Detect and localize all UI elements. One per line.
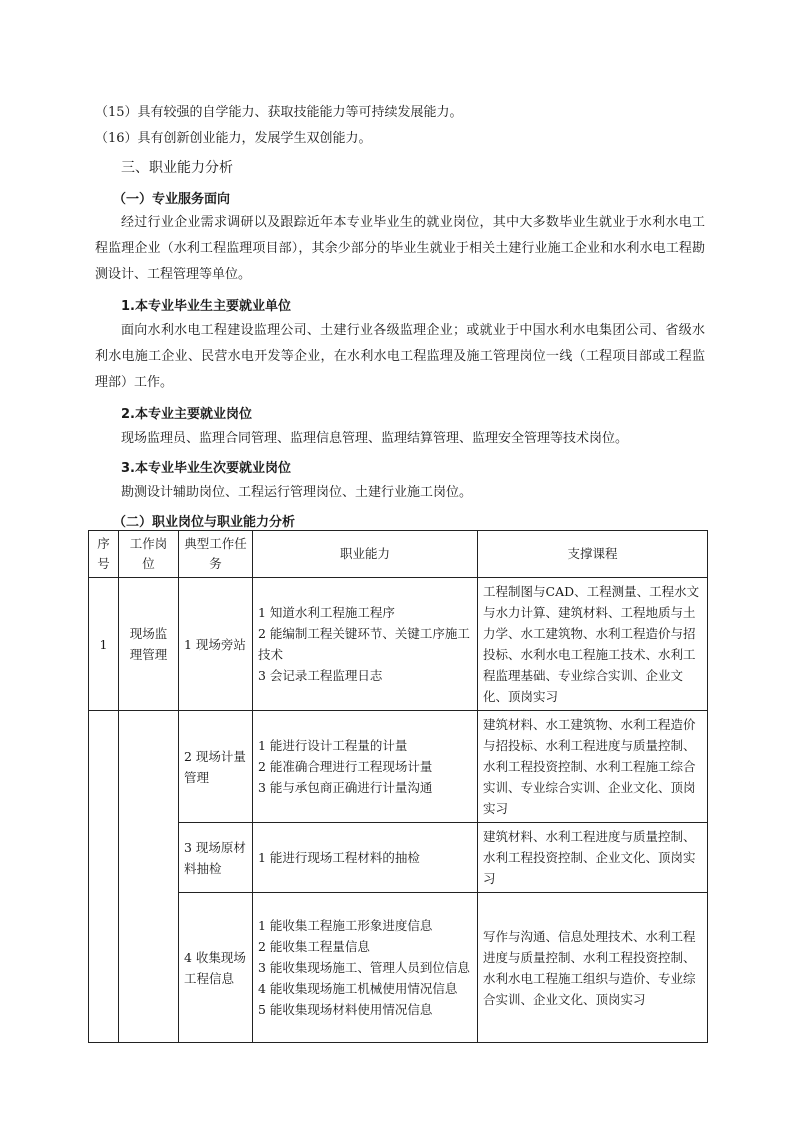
service-paragraph: 经过行业企业需求调研以及跟踪近年本专业毕业生的就业岗位，其中大多数毕业生就业于水利水电工程监理企业（水利工程监理项目部），其余少部分的毕业生就业于相关土建行业施工企业和水利水电工程勘测设计、工程管理等单位。 [95,215,705,282]
ability-item: 2 能收集工程量信息 [258,939,370,954]
ability-item: 1 知道水利工程施工程序 [258,605,395,620]
row-courses: 建筑材料、水工建筑物、水利工程造价与招投标、水利工程进度与质量控制、水利工程投资控制、水利工程施工综合实训、专业综合实训、企业文化、顶岗实习 [478,711,708,823]
row-post [119,711,179,1043]
row-abilities [253,893,478,1043]
row-post: 现场监理管理 [119,578,179,711]
table-header-row [89,531,708,578]
ability-item: 3 会记录工程监理日志 [258,668,383,683]
ability-item: 2 能编制工程关键环节、关键工序施工技术 [258,626,470,662]
s2-text: 现场监理员、监理合同管理、监理信息管理、监理结算管理、监理安全管理等技术岗位。 [121,431,629,446]
row-courses: 写作与沟通、信息处理技术、水利工程进度与质量控制、水利工程投资控制、水利水电工程施工组织与造价、专业综合实训、企业文化、顶岗实习 [478,893,708,1043]
table-row [89,823,708,893]
header-courses: 支撑课程 [478,531,708,578]
row-abilities [253,578,478,711]
intro-item-15: （15）具有较强的自学能力、获取技能能力等可持续发展能力。 [95,105,463,120]
table-row [89,578,708,711]
ability-item: 1 能收集工程施工形象进度信息 [258,918,433,933]
row-task: 1 现场旁站 [179,578,253,711]
header-task: 典型工作任务 [179,531,253,578]
row-task: 4 收集现场工程信息 [179,893,253,1043]
ability-table [88,530,708,1043]
table-row [89,711,708,823]
header-no: 序号 [89,531,119,578]
ability-item: 2 能准确合理进行工程现场计量 [258,759,433,774]
row-abilities [253,823,478,893]
ability-item: 4 能收集现场施工机械使用情况信息 [258,981,458,996]
ability-item: 5 能收集现场材料使用情况信息 [258,1002,433,1017]
header-ability: 职业能力 [253,531,478,578]
intro-item-16: （16）具有创新创业能力，发展学生双创能力。 [95,131,372,146]
table-row [89,893,708,1043]
s3-title: 3.本专业毕业生次要就业岗位 [121,461,291,476]
ability-item: 3 能收集现场施工、管理人员到位信息 [258,960,470,975]
ability-item: 1 能进行现场工程材料的抽检 [258,850,420,865]
row-abilities [253,711,478,823]
subsection-title-1: （一）专业服务面向 [113,192,231,207]
row-no: 1 [89,578,119,711]
row-courses: 工程制图与CAD、工程测量、工程水文与水力计算、建筑材料、工程地质与土力学、水工建筑物、水利工程造价与招投标、水利水电工程施工技术、水利工程监理基础、专业综合实训、企业文化、顶岗实习 [478,578,708,711]
row-courses: 建筑材料、水利工程进度与质量控制、水利工程投资控制、企业文化、顶岗实习 [478,823,708,893]
ability-item: 3 能与承包商正确进行计量沟通 [258,780,433,795]
subsection-title-2: （二）职业岗位与职业能力分析 [113,515,296,530]
s3-text: 勘测设计辅助岗位、工程运行管理岗位、土建行业施工岗位。 [121,485,473,500]
s2-title: 2.本专业主要就业岗位 [121,407,252,422]
s1-text: 面向水利水电工程建设监理公司、土建行业各级监理企业；或就业于中国水利水电集团公司、省级水利水电施工企业、民营水电开发等企业，在水利水电工程监理及施工管理岗位一线（工程项目部或工程监理部）工作。 [95,323,705,390]
row-no [89,711,119,1043]
header-post: 工作岗位 [119,531,179,578]
section-title: 三、职业能力分析 [121,160,233,176]
row-task: 3 现场原材料抽检 [179,823,253,893]
s1-title: 1.本专业毕业生主要就业单位 [121,299,291,314]
ability-item: 1 能进行设计工程量的计量 [258,738,408,753]
row-task: 2 现场计量管理 [179,711,253,823]
